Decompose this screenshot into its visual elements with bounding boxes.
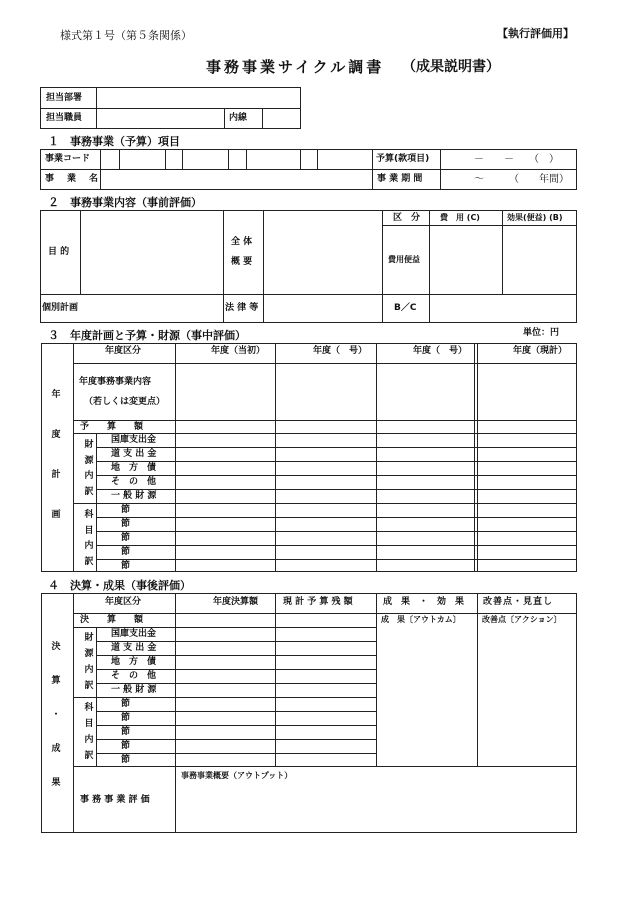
finance-side-label-char: 源 — [84, 648, 94, 659]
output-field[interactable] — [177, 785, 575, 831]
individual-plan-label: 個別計画 — [42, 303, 79, 313]
form-number: 様式第１号（第５条関係） — [60, 29, 192, 42]
purpose-label: 目 的 — [48, 247, 70, 257]
setsu-row-label: 節 — [121, 519, 131, 529]
unit-label: 単位：円 — [523, 328, 560, 338]
setsu-row-label: 節 — [121, 547, 131, 557]
finance-row-label: 一 般 財 源 — [111, 685, 157, 695]
staff-label: 担当職員 — [46, 113, 83, 123]
setsu-row-label: 節 — [121, 713, 131, 723]
plan-side-label — [49, 375, 63, 535]
col-year-initial: 年度（当初） — [211, 346, 266, 356]
result-side-label — [49, 630, 63, 800]
section3-heading: ３ 年度計画と予算・財源（事中評価） — [48, 329, 246, 342]
improvement-sub-label: 改善点〔アクション〕 — [482, 615, 562, 624]
plan-content-field[interactable] — [378, 365, 472, 418]
dept-label: 担当部署 — [46, 93, 83, 103]
dept-field[interactable] — [98, 89, 298, 106]
setsu-row-label: 節 — [121, 561, 131, 571]
finance-row-label: 国庫支出金 — [111, 435, 157, 445]
plan-side-label-char: 度 — [51, 429, 61, 440]
staff-field[interactable] — [98, 110, 222, 127]
law-label: 法 律 等 — [225, 303, 259, 313]
finance-side-label-char: 内 — [84, 664, 94, 675]
improvement-field[interactable] — [479, 630, 575, 764]
overview-field[interactable] — [265, 212, 380, 292]
bc-label: B／C — [394, 303, 417, 313]
output-label: 事務事業概要（アウトプット） — [181, 771, 293, 780]
usage-tag: 【執行評価用】 — [497, 27, 574, 40]
finance-row-label: 地 方 債 — [111, 657, 157, 667]
plan-content-field[interactable] — [479, 365, 575, 418]
overview-label-1: 全 体 — [231, 237, 253, 247]
outcome-field[interactable] — [378, 630, 475, 764]
budget-row-label: 予 算 額 — [80, 422, 144, 432]
code-label: 事業コード — [45, 154, 91, 164]
plan-content-field[interactable] — [277, 365, 374, 418]
col-outcome: 成 果 ・ 効 果 — [383, 597, 465, 607]
evaluation-label: 事 務 事 業 評 価 — [80, 795, 150, 805]
finance-side-label-char: 訳 — [84, 680, 94, 691]
col-year-division: 年度区分 — [105, 346, 142, 356]
setsu-row-label: 節 — [121, 755, 131, 765]
outcome-sub-label: 成 果〔アウトカム〕 — [381, 615, 461, 624]
period-value: 〜 （ 年間） — [474, 174, 569, 185]
finance-row-label: そ の 他 — [111, 477, 157, 487]
section4-heading: ４ 決算・成果（事後評価） — [48, 579, 191, 592]
plan-content-field[interactable] — [177, 365, 273, 418]
account-side-label-char: 訳 — [84, 750, 94, 761]
finance-side-label — [82, 438, 96, 500]
finance-side-label-char: 財 — [84, 440, 94, 451]
plan-side-label-char: 年 — [51, 389, 61, 400]
setsu-row-label: 節 — [121, 505, 131, 515]
account-side-label-char: 目 — [84, 525, 94, 536]
content-label-2: （若しくは変更点） — [84, 397, 166, 407]
extension-label: 内線 — [229, 113, 248, 123]
plan-side-label-char: 計 — [51, 469, 61, 480]
account-side-label — [82, 508, 96, 570]
col-improvement: 改善点・見直し — [483, 597, 554, 607]
col-year-current: 年度（現計） — [513, 346, 568, 356]
page-title: 事務事業サイクル調書 — [206, 58, 385, 76]
finance-side-label-char: 訳 — [84, 486, 94, 497]
overview-label-2: 概 要 — [231, 257, 253, 267]
col-year-rev1: 年度（ 号） — [313, 346, 368, 356]
purpose-field[interactable] — [82, 212, 221, 292]
budget-label: 予算(款項目) — [376, 154, 430, 164]
result-side-label-char: 果 — [51, 777, 61, 788]
account-side-label-char: 内 — [84, 541, 94, 552]
finance-row-label: 地 方 債 — [111, 463, 157, 473]
account-side-label-char: 内 — [84, 734, 94, 745]
account-side-label-char: 科 — [84, 510, 94, 521]
result-side-label-char: ・ — [51, 709, 61, 720]
project-name-field[interactable] — [102, 171, 370, 188]
section2-heading: ２ 事務事業内容（事前評価） — [48, 196, 202, 209]
finance-row-label: 道 支 出 金 — [111, 449, 157, 459]
col-settlement: 年度決算額 — [213, 597, 259, 607]
page-subtitle: （成果説明書） — [402, 59, 500, 75]
settlement-row-label: 決 算 額 — [80, 615, 144, 625]
col-year-rev2: 年度（ 号） — [413, 346, 468, 356]
cost-benefit-label: 費用便益 — [388, 255, 420, 264]
setsu-row-label: 節 — [121, 699, 131, 709]
account-side-label-char: 目 — [84, 718, 94, 729]
col-remaining: 現 計 予 算 残 額 — [283, 597, 353, 607]
effect-label: 効果(便益) (B) — [507, 213, 563, 222]
finance-side-label-char: 源 — [84, 455, 94, 466]
finance-row-label: そ の 他 — [111, 671, 157, 681]
account-side-label — [82, 700, 96, 764]
account-side-label-char: 訳 — [84, 556, 94, 567]
content-label-1: 年度事務事業内容 — [79, 377, 152, 387]
extension-field[interactable] — [264, 110, 299, 127]
period-label: 事 業 期 間 — [377, 174, 423, 184]
result-side-label-char: 成 — [51, 743, 61, 754]
result-side-label-char: 算 — [51, 675, 61, 686]
result-side-label-char: 決 — [51, 641, 61, 652]
finance-side-label — [82, 630, 96, 694]
setsu-row-label: 節 — [121, 727, 131, 737]
section1-heading: １ 事務事業（予算）項目 — [48, 135, 180, 148]
setsu-row-label: 節 — [121, 533, 131, 543]
finance-row-label: 一 般 財 源 — [111, 491, 157, 501]
finance-side-label-char: 内 — [84, 471, 94, 482]
name-label: 事 業 名 — [45, 174, 101, 184]
finance-side-label-char: 財 — [84, 632, 94, 643]
kubun-label: 区 分 — [393, 213, 421, 223]
finance-row-label: 道 支 出 金 — [111, 643, 157, 653]
cost-label: 費 用 (C) — [440, 213, 480, 222]
account-side-label-char: 科 — [84, 702, 94, 713]
plan-side-label-char: 画 — [51, 509, 61, 520]
setsu-row-label: 節 — [121, 741, 131, 751]
col-year-division: 年度区分 — [105, 597, 142, 607]
budget-value: － － （ ） — [474, 154, 559, 165]
finance-row-label: 国庫支出金 — [111, 629, 157, 639]
